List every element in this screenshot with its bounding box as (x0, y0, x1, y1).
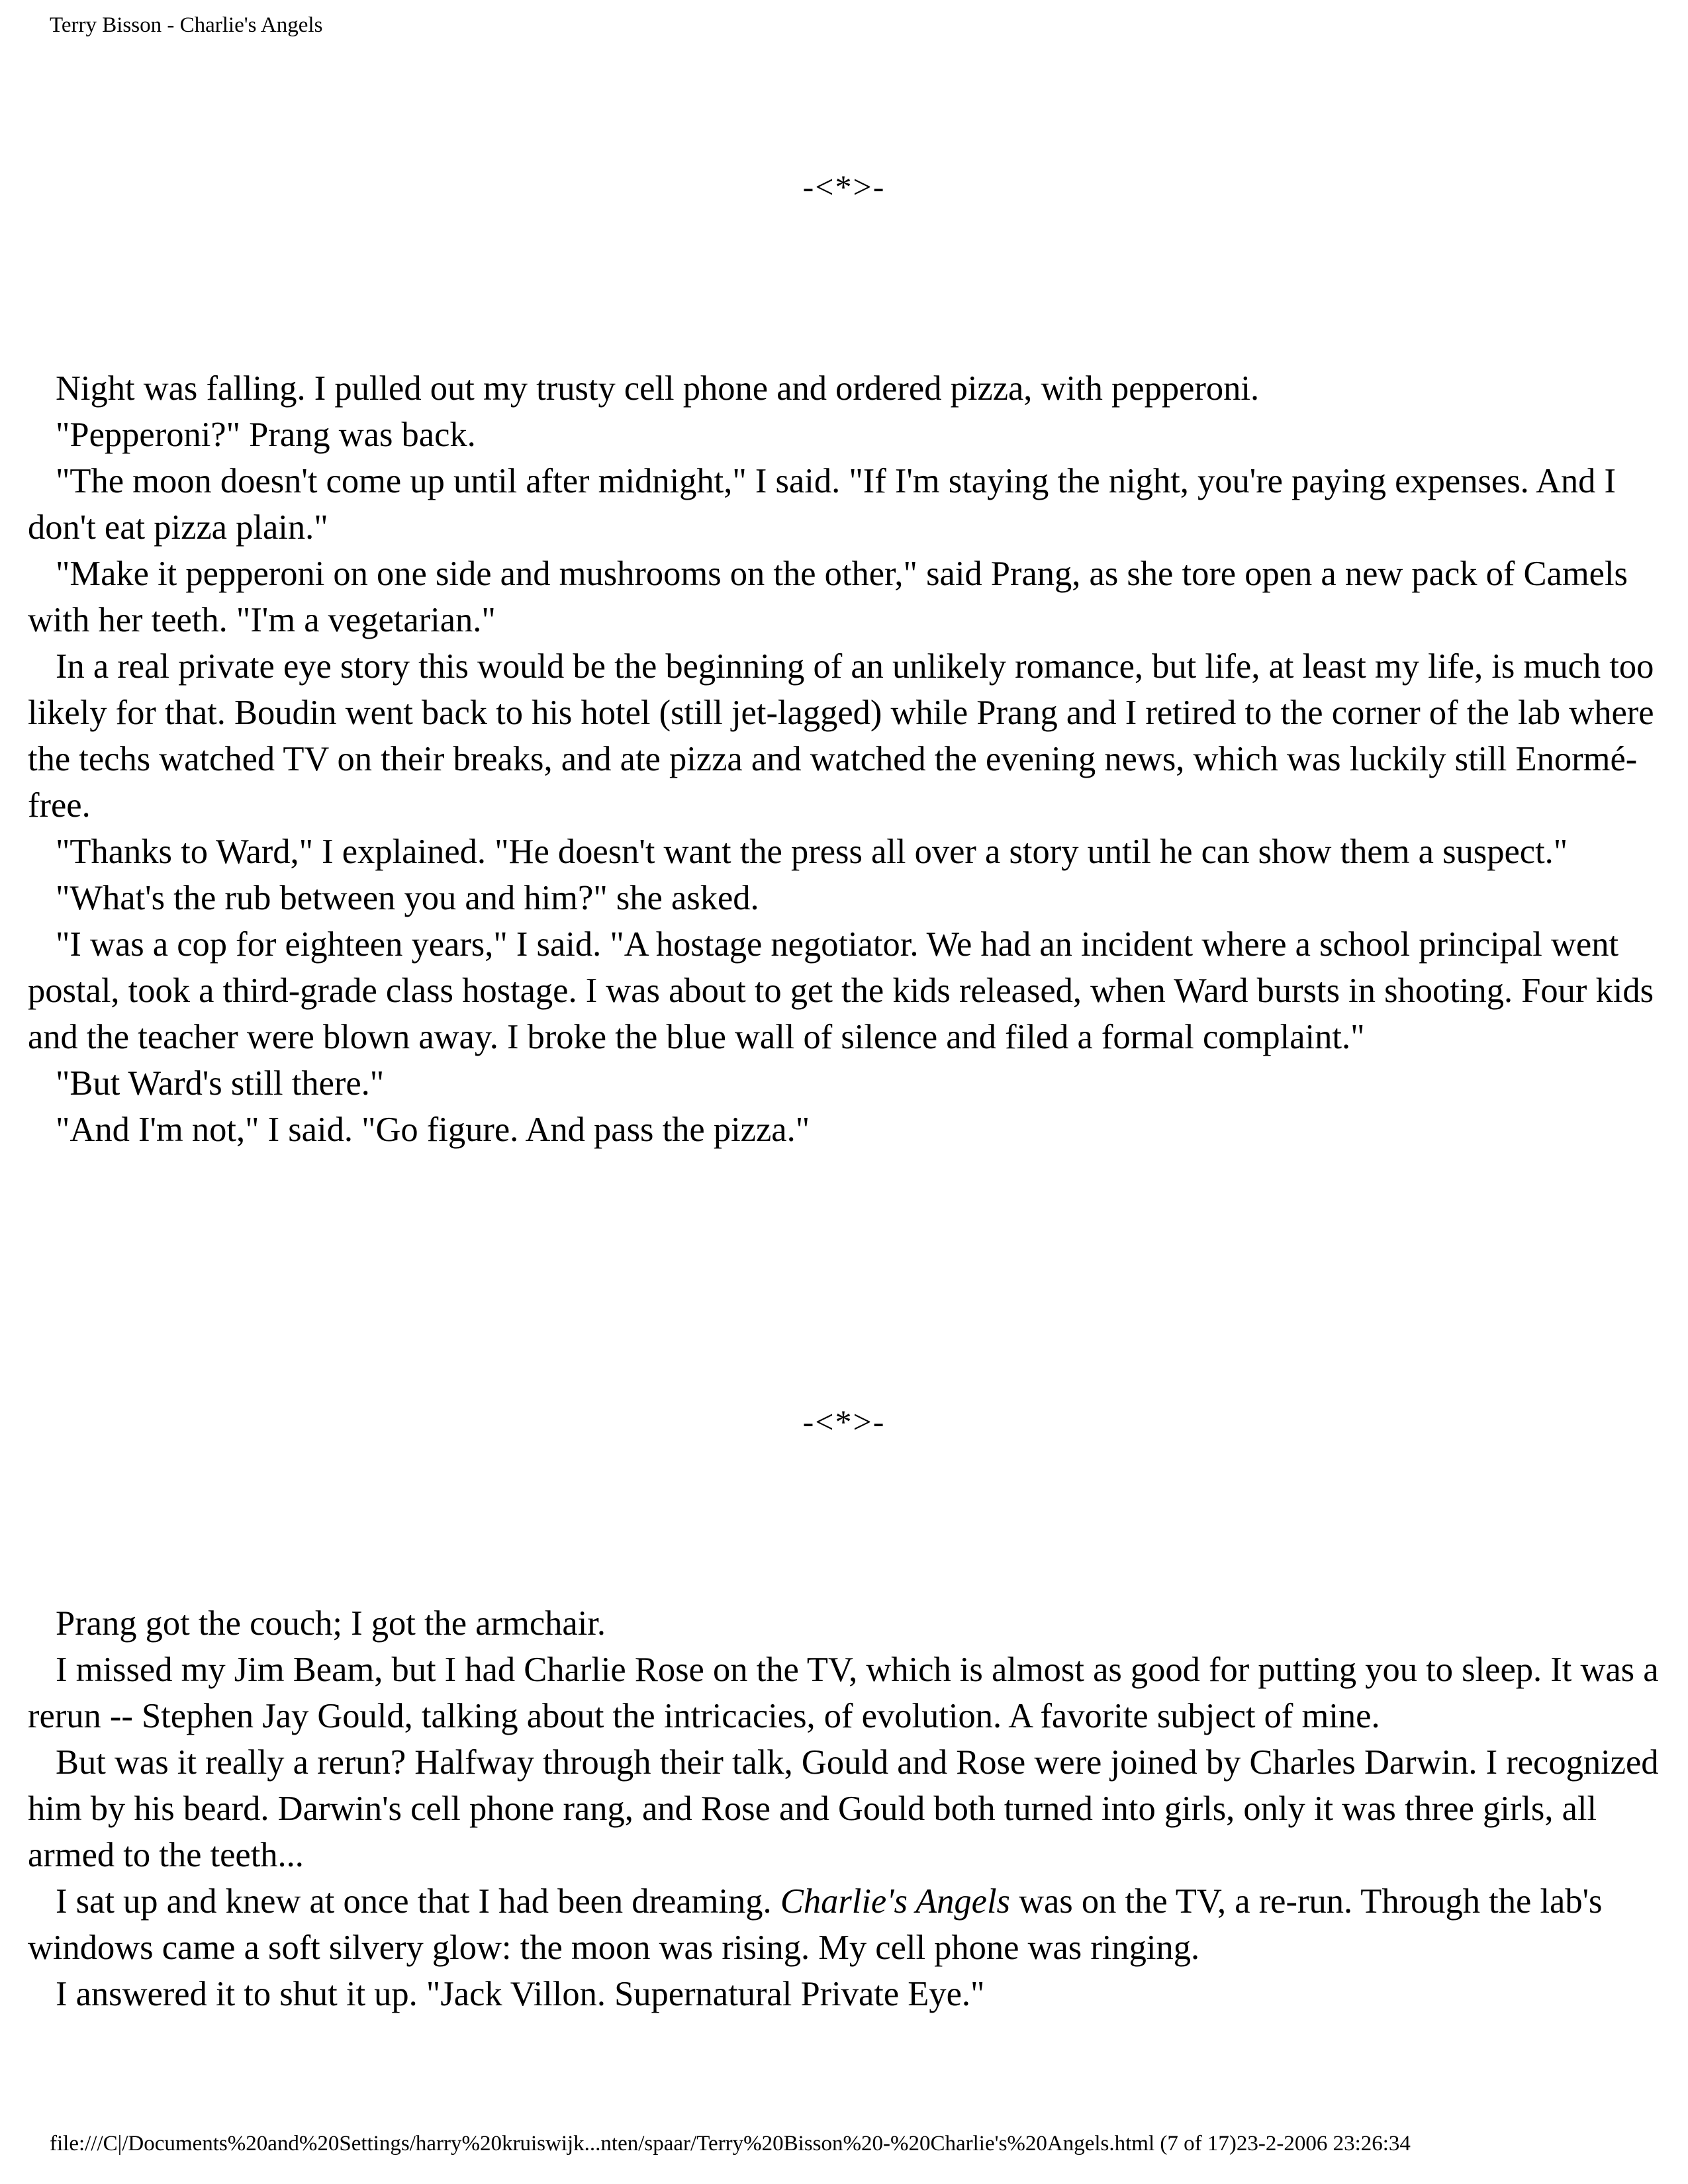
section-separator: -<*>- (802, 168, 886, 205)
paragraph-text: I sat up and knew at once that I had been dreaming. (56, 1882, 780, 1921)
paragraph: "Pepperoni?" Prang was back. (56, 416, 476, 454)
section-separator: -<*>- (802, 1403, 886, 1440)
paragraph: In a real private eye story this would be the beginning of an unlikely romance, but life, at least my life, is much too likely for that. Boudin went back to his hotel (still jet-lagged) while Prang and I retired to the corner of the lab where the techs watched TV on their breaks, and ate pizza and watched the evening news, which was luckily still Enormé-free. (28, 647, 1663, 825)
paragraph: "Make it pepperoni on one side and mushrooms on the other," said Prang, as she tore open a new pack of Camels with her teeth. "I'm a vegetarian." (28, 555, 1637, 639)
paragraph: But was it really a rerun? Halfway through their talk, Gould and Rose were joined by Charles Darwin. I recognized him by his beard. Darwin's cell phone rang, and Rose and Gould both turned into girls, only it was three girls, all armed to the teeth... (28, 1743, 1667, 1874)
paragraph (28, 1878, 1660, 1971)
story-section-1 (28, 365, 1663, 1153)
paragraph: "What's the rub between you and him?" she asked. (56, 879, 759, 917)
paragraph: Night was falling. I pulled out my trusty cell phone and ordered pizza, with pepperoni. (56, 369, 1260, 408)
paragraph: "And I'm not," I said. "Go figure. And pass the pizza." (56, 1111, 810, 1149)
paragraph: "I was a cop for eighteen years," I said. "A hostage negotiator. We had an incident where a school principal went postal, took a third-grade class hostage. I was about to get the kids released, when Ward bursts in shooting. Four kids and the teacher were blown away. I broke the blue wall of silence and filed a formal complaint." (28, 925, 1663, 1056)
paragraph: I missed my Jim Beam, but I had Charlie Rose on the TV, which is almost as good for putting you to sleep. It was a rerun -- Stephen Jay Gould, talking about the intricacies, of evolution. A favorite subject of mine. (28, 1651, 1667, 1735)
paragraph-text: was on the TV, a re-run. Through the lab's windows came a soft silvery glow: the moon was rising. My cell phone was ringing. (28, 1882, 1611, 1967)
story-section-2 (28, 1600, 1667, 2017)
paragraph: "The moon doesn't come up until after midnight," I said. "If I'm staying the night, you're paying expenses. And I don't eat pizza plain." (28, 462, 1625, 547)
paragraph: I answered it to shut it up. "Jack Villon. Supernatural Private Eye." (56, 1975, 985, 2013)
paragraph: "Thanks to Ward," I explained. "He doesn't want the press all over a story until he can show them a suspect." (56, 833, 1568, 871)
paragraph: Prang got the couch; I got the armchair. (56, 1604, 606, 1643)
page-footer-path: file:///C|/Documents%20and%20Settings/harry%20kruiswijk...nten/spaar/Terry%20Bisson%20-%20Charlie's%20Angels.html (7 of 17)23-2-2006 23:26:34 (50, 2132, 1411, 2156)
page-header: Terry Bisson - Charlie's Angels (50, 13, 323, 37)
paragraph: "But Ward's still there." (56, 1064, 385, 1103)
show-title-italic: Charlie's Angels (780, 1882, 1010, 1921)
